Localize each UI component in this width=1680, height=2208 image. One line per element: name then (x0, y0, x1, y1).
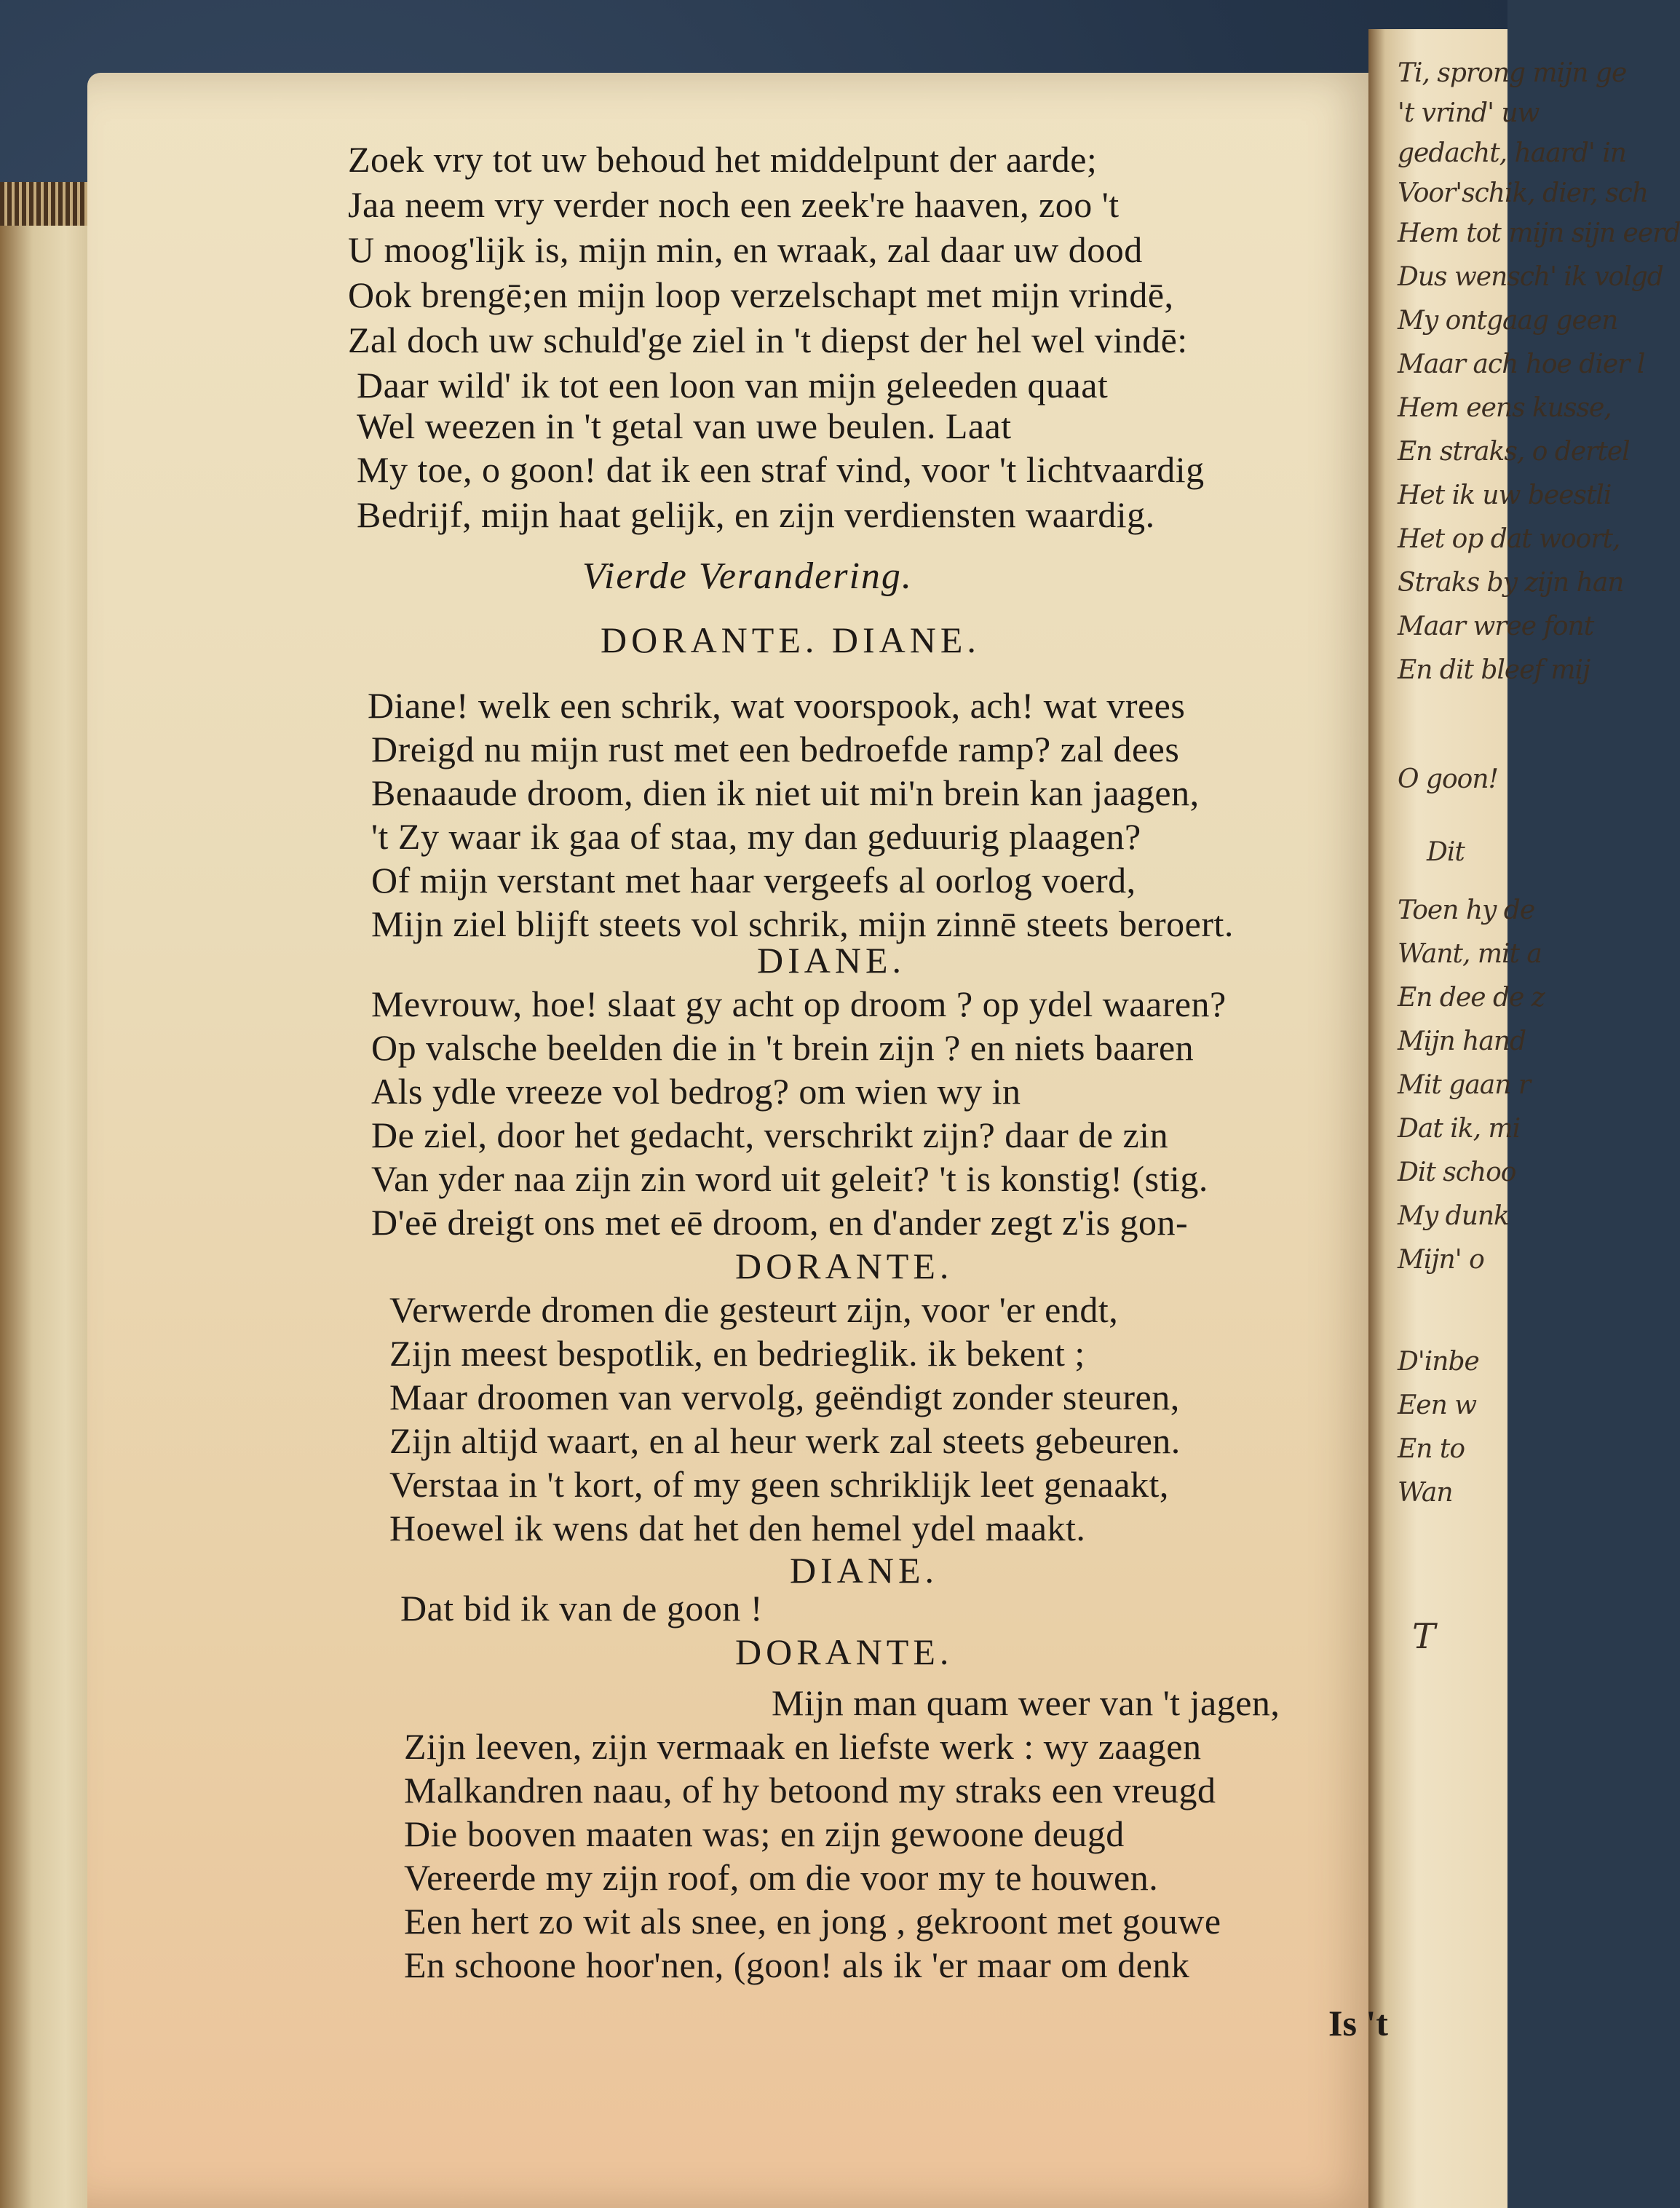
facing-page-line: Een w (1398, 1390, 1477, 1420)
facing-page-line: My ontgaag geen (1398, 306, 1618, 336)
facing-page-line: Dus wensch' ik volgd (1398, 262, 1663, 292)
speaker-label: DIANE. (757, 940, 906, 981)
facing-page-line: Straks by zijn han (1398, 568, 1624, 598)
verse-line: Dreigd nu mijn rust met een bedroefde ramp? zal dees (371, 729, 1180, 769)
verse-line: 't Zy waar ik gaa of staa, my dan geduurig plaagen? (371, 816, 1141, 857)
verse-line: Vereerde my zijn roof, om die voor my te houwen. (404, 1857, 1159, 1898)
verse-line: U moog'lijk is, mijn min, en wraak, zal daar uw dood (348, 229, 1143, 270)
speaker-label: DIANE. (790, 1550, 939, 1591)
verse-line: Dat bid ik van de goon ! (400, 1588, 764, 1629)
facing-page-line: D'inbe (1398, 1347, 1479, 1377)
verse-line: Benaaude droom, dien ik niet uit mi'n brein kan jaagen, (371, 772, 1200, 813)
facing-page-line: Toen hy de (1398, 895, 1535, 925)
verse-line: Op valsche beelden die in 't brein zijn ? en niets baaren (371, 1027, 1194, 1068)
verse-line: Mevrouw, hoe! slaat gy acht op droom ? op ydel waaren? (371, 984, 1227, 1024)
facing-page-line: Mijn' o (1398, 1245, 1484, 1275)
speaker-label: DORANTE. (735, 1631, 954, 1672)
facing-page-line: Wan (1398, 1478, 1453, 1508)
verse-line: Maar droomen van vervolg, geëndigt zonder steuren, (389, 1377, 1180, 1417)
verse-line: My toe, o goon! dat ik een straf vind, voor 't lichtvaardig (357, 449, 1205, 490)
facing-page-line: Mijn hand (1398, 1026, 1526, 1056)
verse-line: Bedrijf, mijn haat gelijk, en zijn verdiensten waardig. (357, 494, 1155, 535)
verse-line: En schoone hoor'nen, (goon! als ik 'er maar om denk (404, 1944, 1190, 1985)
verse-line: Die booven maaten was; en zijn gewoone deugd (404, 1813, 1125, 1854)
verse-line: Een hert zo wit als snee, en jong , gekroont met gouwe (404, 1901, 1221, 1942)
verse-line: Of mijn verstant met haar vergeefs al oorlog voerd, (371, 860, 1136, 901)
facing-page-line: Hem eens kusse, (1398, 393, 1612, 423)
facing-page-line: Hem tot mijn sijn eerd (1398, 218, 1680, 248)
facing-page-line: O goon! (1398, 764, 1499, 794)
facing-page-line: Het ik uw beestli (1398, 480, 1612, 510)
scene-title: Vierde Verandering. (582, 555, 913, 597)
character-list: DORANTE. DIANE. (601, 620, 980, 660)
verse-line: Als ydle vreeze vol bedrog? om wien wy in (371, 1071, 1021, 1112)
verse-line: Zijn altijd waart, en al heur werk zal steets gebeuren. (389, 1420, 1181, 1461)
verse-line: Zijn meest bespotlik, en bedrieglik. ik bekent ; (389, 1333, 1085, 1374)
verse-line: De ziel, door het gedacht, verschrikt zijn? daar de zin (371, 1115, 1169, 1155)
facing-page-line: Het op dat woort, (1398, 524, 1620, 554)
verse-line: Daar wild' ik tot een loon van mijn geleeden quaat (357, 365, 1109, 405)
verse-line: Van yder naa zijn zin word uit geleit? 't is konstig! (stig. (371, 1158, 1208, 1199)
verse-line: Mijn ziel blijft steets vol schrik, mijn zinnē steets beroert. (371, 903, 1234, 944)
verse-line: Zoek vry tot uw behoud het middelpunt der aarde; (348, 139, 1098, 180)
facing-page-line: En to (1398, 1434, 1465, 1464)
facing-page-line: 't vrind' uw (1398, 98, 1540, 128)
verse-line: Verstaa in 't kort, of my geen schriklijk leet genaakt, (389, 1464, 1169, 1505)
facing-page-line: T (1412, 1616, 1435, 1657)
verse-line: Zal doch uw schuld'ge ziel in 't diepst der hel wel vindē: (348, 320, 1188, 360)
verse-line: Diane! welk een schrik, wat voorspook, ach! wat vrees (368, 685, 1186, 726)
facing-page-line: En dit bleef mij (1398, 655, 1590, 685)
facing-page-line: En straks, o dertel (1398, 437, 1630, 467)
facing-page-line: Dit schoo (1398, 1158, 1516, 1187)
facing-page-line: Want, mit a (1398, 939, 1542, 969)
catchword: Is 't (1328, 2003, 1388, 2043)
speaker-label: DORANTE. (735, 1246, 954, 1286)
facing-page-line: Maar wree font (1398, 612, 1594, 641)
facing-page-line: Dat ik, mi (1398, 1114, 1521, 1144)
verse-line: Wel weezen in 't getal van uwe beulen. Laat (357, 405, 1012, 446)
verse-line: Malkandren naau, of hy betoond my straks een vreugd (404, 1770, 1216, 1811)
verse-line: Jaa neem vry verder noch een zeek're haaven, zoo 't (348, 184, 1120, 225)
verse-line: Verwerde dromen die gesteurt zijn, voor 'er endt, (389, 1289, 1119, 1330)
facing-page-line: Dit (1427, 837, 1465, 867)
verse-line: Mijn man quam weer van 't jagen, (772, 1682, 1280, 1723)
verse-line: Ook brengē;en mijn loop verzelschapt met mijn vrindē, (348, 274, 1174, 315)
facing-page-line: My dunk (1398, 1201, 1509, 1231)
facing-page-line: Mit gaan r (1398, 1070, 1531, 1100)
verse-line: D'eē dreigt ons met eē droom, en d'ander zegt z'is gon- (371, 1202, 1189, 1243)
verse-line: Hoewel ik wens dat het den hemel ydel maakt. (389, 1508, 1086, 1548)
facing-page-line: gedacht, haard' in (1398, 138, 1626, 168)
facing-page-line: En dee de z (1398, 983, 1545, 1013)
facing-page-line: Maar ach hoe dier l (1398, 349, 1645, 379)
verse-line: Zijn leeven, zijn vermaak en liefste werk : wy zaagen (404, 1726, 1202, 1767)
facing-page-line: Ti, sprong mijn ge (1398, 58, 1627, 88)
facing-page-line: Voor'schik, dier, sch (1398, 178, 1649, 208)
